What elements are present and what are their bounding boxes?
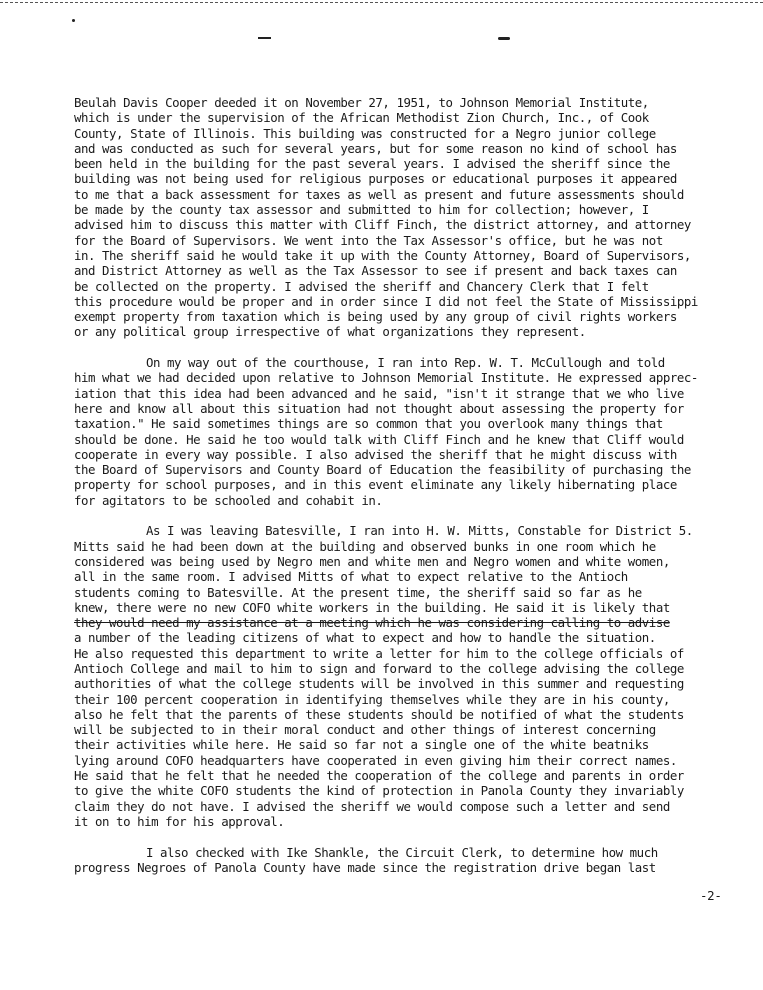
text-line: He said that he felt that he needed the cooperation of the college and parents in order	[74, 768, 684, 784]
text-line: and was conducted as such for several years, but for some reason no kind of school has	[74, 140, 677, 156]
paragraph-3	[74, 523, 749, 829]
text-line: their activities while here. He said so far not a single one of the white beatniks	[74, 737, 649, 753]
text-line: to give the white COFO students the kind of protection in Panola County they invariably	[74, 783, 684, 799]
text-line: I also checked with Ike Shankle, the Circuit Clerk, to determine how much	[146, 844, 658, 860]
paragraph-4	[74, 845, 749, 876]
text-line: for the Board of Supervisors. We went into the Tax Assessor's office, but he was not	[74, 232, 663, 248]
text-line: He also requested this department to write a letter for him to the college officials of	[74, 645, 684, 661]
text-line: the Board of Supervisors and County Board of Education the feasibility of purchasing the	[74, 462, 691, 478]
text-line: building was not being used for religious purposes or educational purposes it appeared	[74, 171, 677, 187]
text-line: be made by the county tax assessor and submitted to him for collection; however, I	[74, 202, 649, 218]
text-line: County, State of Illinois. This building was constructed for a Negro junior college	[74, 125, 656, 141]
text-line: Antioch College and mail to him to sign and forward to the college advising the college	[74, 660, 684, 676]
text-line: to me that a back assessment for taxes as well as present and future assessments should	[74, 186, 684, 202]
text-line: for agitators to be schooled and cohabit in.	[74, 492, 383, 508]
text-line: claim they do not have. I advised the sheriff we would compose such a letter and send	[74, 798, 670, 814]
text-line: be collected on the property. I advised the sheriff and Chancery Clerk that I felt	[74, 278, 649, 294]
text-line: Mitts said he had been down at the building and observed bunks in one room which he	[74, 538, 656, 554]
text-line: exempt property from taxation which is being used by any group of civil rights workers	[74, 309, 677, 325]
page-number: -2-	[700, 888, 722, 903]
text-line: their 100 percent cooperation in identifying themselves while they are in his county,	[74, 691, 670, 707]
text-line: will be subjected to in their moral conduct and other things of interest concerning	[74, 722, 656, 738]
ink-speck	[72, 19, 75, 22]
text-line: iation that this idea had been advanced and he said, "isn't it strange that we who live	[74, 385, 684, 401]
text-line: authorities of what the college students will be involved in this summer and requesting	[74, 676, 684, 692]
text-line: here and know all about this situation had not thought about assessing the property for	[74, 400, 684, 416]
text-line: or any political group irrespective of what organizations they represent.	[74, 324, 586, 340]
text-line: and District Attorney as well as the Tax Assessor to see if present and back taxes can	[74, 263, 677, 279]
text-line: considered was being used by Negro men and white men and Negro women and white women,	[74, 553, 670, 569]
text-line: been held in the building for the past several years. I advised the sheriff since the	[74, 156, 670, 172]
text-line: students coming to Batesville. At the present time, the sheriff said so far as he	[74, 584, 642, 600]
text-line: it on to him for his approval.	[74, 813, 285, 829]
ink-speck	[498, 37, 510, 40]
text-line: On my way out of the courthouse, I ran into Rep. W. T. McCullough and told	[146, 355, 665, 371]
text-line: Beulah Davis Cooper deeded it on November 27, 1951, to Johnson Memorial Institute,	[74, 95, 649, 110]
text-line: also he felt that the parents of these students should be notified of what the students	[74, 706, 684, 722]
paragraph-1	[74, 95, 749, 340]
text-line: knew, there were no new COFO white workers in the building. He said it is likely that	[74, 599, 670, 615]
text-line: all in the same room. I advised Mitts of what to expect relative to the Antioch	[74, 569, 628, 585]
document-body	[74, 95, 749, 890]
text-line: this procedure would be proper and in order since I did not feel the State of Mississippi	[74, 293, 698, 309]
text-line: progress Negroes of Panola County have made since the registration drive began last	[74, 859, 656, 875]
text-line: property for school purposes, and in this event eliminate any likely hibernating place	[74, 477, 677, 493]
text-line: which is under the supervision of the African Methodist Zion Church, Inc., of Cook	[74, 110, 649, 126]
ink-speck	[258, 37, 271, 39]
text-line: lying around COFO headquarters have cooperated in even giving him their correct names.	[74, 752, 677, 768]
perforation-line	[0, 2, 763, 3]
text-line: advised him to discuss this matter with Cliff Finch, the district attorney, and attorney	[74, 217, 691, 233]
text-line: cooperate in every way possible. I also advised the sheriff that he might discuss with	[74, 446, 677, 462]
text-line: taxation." He said sometimes things are so common that you overlook many things that	[74, 416, 663, 432]
text-line-struck: they would need my assistance at a meeting which he was considering calling to advise	[74, 615, 670, 631]
paragraph-2	[74, 355, 749, 508]
text-line: should be done. He said he too would talk with Cliff Finch and he knew that Cliff would	[74, 431, 684, 447]
text-line: him what we had decided upon relative to Johnson Memorial Institute. He expressed apprec-	[74, 370, 698, 386]
text-line: in. The sheriff said he would take it up with the County Attorney, Board of Supervisors,	[74, 247, 691, 263]
text-line: a number of the leading citizens of what to expect and how to handle the situation.	[74, 630, 656, 646]
text-line: As I was leaving Batesville, I ran into H. W. Mitts, Constable for District 5.	[146, 523, 693, 539]
